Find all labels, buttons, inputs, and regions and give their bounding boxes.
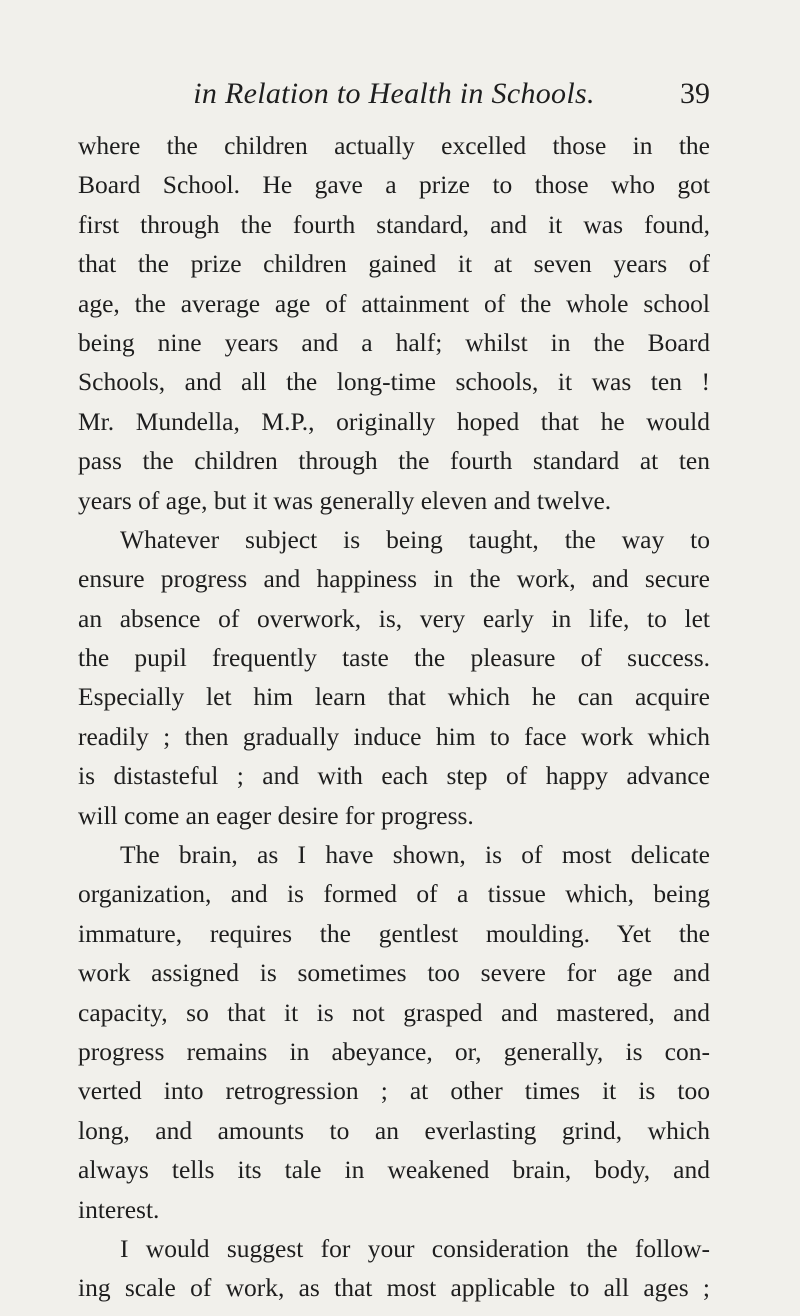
text-line: first through the fourth standard, and it was found, xyxy=(78,209,710,239)
text-line: Schools, and all the long-time schools, it was ten ! xyxy=(78,367,710,397)
text-line: Especially let him learn that which he can acquire xyxy=(78,682,710,712)
text-line: the pupil frequently taste the pleasure of success. xyxy=(78,643,710,673)
text-line: being nine years and a half; whilst in the Board xyxy=(78,327,710,357)
text-line: interest. xyxy=(78,1194,160,1224)
text-line: work assigned is sometimes too severe for age and xyxy=(78,958,710,988)
running-title: in Relation to Health in Schools. xyxy=(193,77,595,110)
page-number: 39 xyxy=(680,77,710,110)
text-line: long, and amounts to an everlasting grind, which xyxy=(78,1115,710,1145)
text-line: pass the children through the fourth standard at ten xyxy=(78,446,710,476)
text-line: will come an eager desire for progress. xyxy=(78,800,474,830)
body-text xyxy=(78,126,710,1308)
text-line: readily ; then gradually induce him to face work which xyxy=(78,721,710,751)
text-line: years of age, but it was generally eleven and twelve. xyxy=(78,485,612,515)
text-line: where the children actually excelled those in the xyxy=(78,131,710,160)
text-line: I would suggest for your consideration the follow- xyxy=(120,1233,710,1263)
text-line: Whatever subject is being taught, the way to xyxy=(120,524,710,554)
text-line: is distasteful ; and with each step of happy advance xyxy=(78,761,710,791)
text-line: ing scale of work, as that most applicable to all ages ; xyxy=(78,1273,710,1303)
text-line: immature, requires the gentlest moulding. Yet the xyxy=(78,918,710,948)
text-line: that the prize children gained it at seven years of xyxy=(78,249,710,279)
running-head xyxy=(78,74,710,114)
text-line: Board School. He gave a prize to those who got xyxy=(78,170,710,200)
text-line: always tells its tale in weakened brain, body, and xyxy=(78,1155,710,1185)
text-line: The brain, as I have shown, is of most delicate xyxy=(120,840,710,870)
text-line: age, the average age of attainment of the whole school xyxy=(78,288,710,318)
text-line: an absence of overwork, is, very early in life, to let xyxy=(78,603,710,633)
text-line: organization, and is formed of a tissue which, being xyxy=(78,879,710,909)
text-line: progress remains in abeyance, or, generally, is con- xyxy=(78,1036,710,1066)
text-line: verted into retrogression ; at other times it is too xyxy=(78,1076,710,1106)
text-line: capacity, so that it is not grasped and mastered, and xyxy=(78,997,710,1027)
text-line: ensure progress and happiness in the work, and secure xyxy=(78,564,710,594)
text-line: Mr. Mundella, M.P., originally hoped that he would xyxy=(78,406,710,436)
